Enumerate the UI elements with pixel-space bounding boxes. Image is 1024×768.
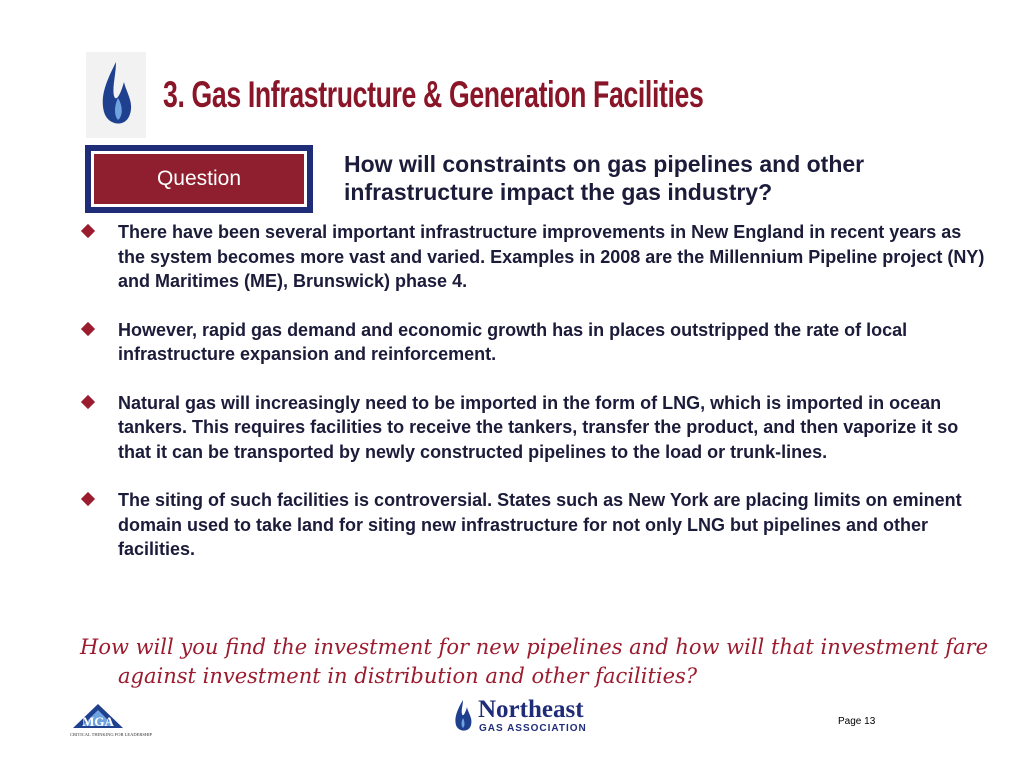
diamond-bullet-icon [81, 394, 95, 408]
slide-title: 3. Gas Infrastructure & Generation Facilities [163, 74, 704, 115]
mga-logo [68, 702, 168, 738]
bullet-item [80, 220, 990, 294]
bullet-item [80, 391, 990, 465]
nga-subtitle: GAS ASSOCIATION [479, 723, 587, 734]
question-label: Question [94, 154, 304, 204]
nga-name: Northeast [478, 696, 584, 723]
bullet-text: The siting of such facilities is controversial. States such as New York are placing limits on eminent domain used to take land for siting new infrastructure for not only LNG but pipelines and other facilities. [118, 490, 962, 559]
bullet-list [80, 220, 990, 586]
flame-logo [86, 52, 146, 138]
diamond-bullet-icon [81, 321, 95, 335]
svg-text:CRITICAL THINKING FOR LEADERSH: CRITICAL THINKING FOR LEADERSHIP [70, 732, 153, 737]
bullet-item [80, 488, 990, 562]
diamond-bullet-icon [81, 224, 95, 238]
bullet-item [80, 318, 990, 367]
bullet-text: There have been several important infrastructure improvements in New England in recent years as the system becomes more vast and varied. Examples in 2008 are the Millennium Pipeline project (NY) and Maritimes (ME), Brunswick) phase 4. [118, 222, 985, 291]
diamond-bullet-icon [81, 492, 95, 506]
question-badge [85, 145, 313, 213]
svg-text:MGA: MGA [82, 714, 114, 729]
bullet-text: However, rapid gas demand and economic growth has in places outstripped the rate of local infrastructure expansion and reinforcement. [118, 319, 908, 364]
question-text: How will constraints on gas pipelines and other infrastructure impact the gas industry? [344, 151, 865, 205]
page-number: Page 13 [838, 716, 876, 727]
bullet-text: Natural gas will increasingly need to be imported in the form of LNG, which is imported in ocean tankers. This requires facilities to receive the tankers, transfer the product, and then vaporize it so that it can be transported by newly constructed pipelines to the load or trunk-lines. [118, 392, 959, 462]
northeast-gas-association-logo [452, 698, 622, 738]
closing-question: How will you find the investment for new pipelines and how will that investment fare against investment in distribution and other facilities? [80, 635, 989, 688]
